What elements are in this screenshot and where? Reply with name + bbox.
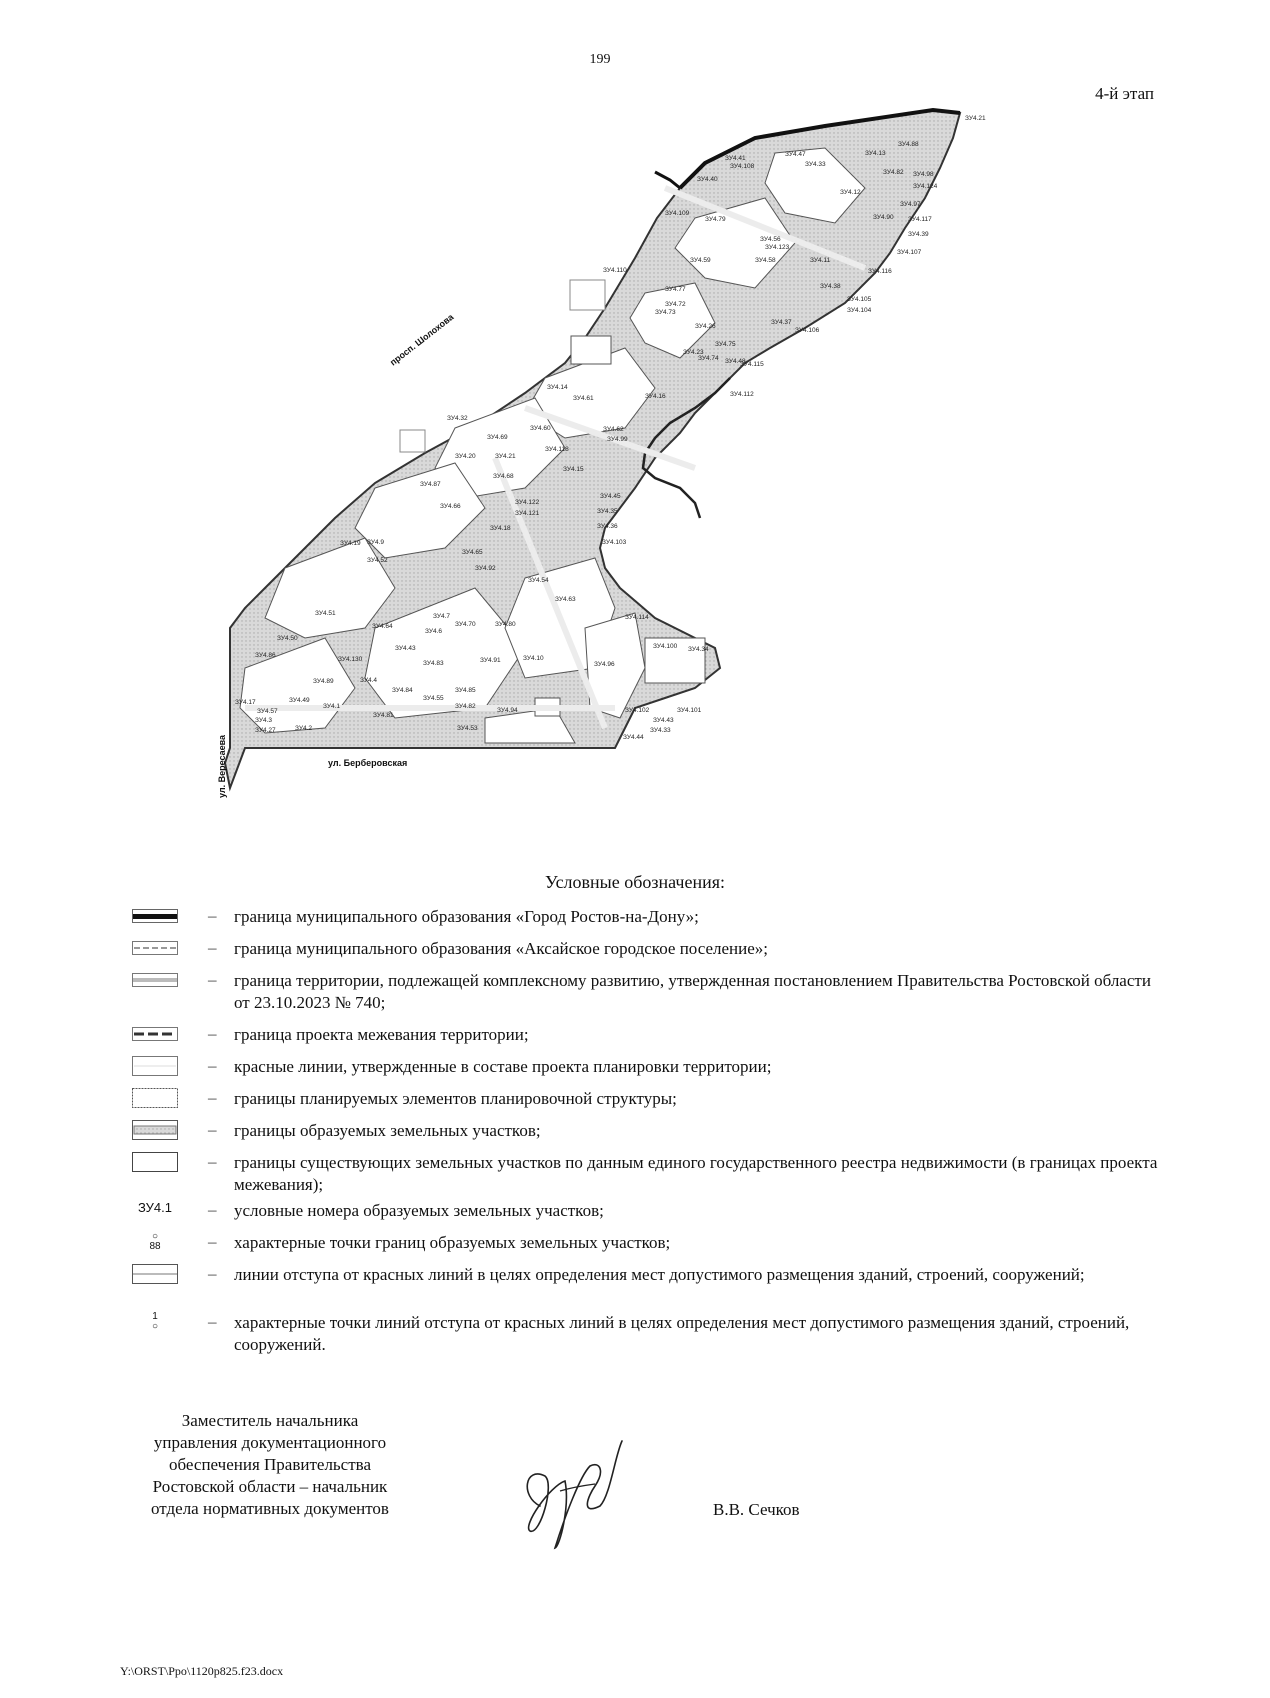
- parcel-label: ЗУ4.50: [277, 635, 298, 642]
- parcel-label: ЗУ4.26: [695, 323, 716, 330]
- parcel-label: ЗУ4.102: [625, 707, 650, 714]
- parcel-label: ЗУ4.103: [602, 539, 627, 546]
- parcel-label: ЗУ4.41: [725, 155, 746, 162]
- legend-dash: –: [208, 1232, 217, 1251]
- legend-dash: –: [208, 1152, 217, 1171]
- parcel-label: ЗУ4.63: [555, 596, 576, 603]
- parcel-label: ЗУ4.33: [650, 727, 671, 734]
- parcel-label: ЗУ4.97: [900, 201, 921, 208]
- legend-symbol-parcel-number: ЗУ4.1: [137, 1200, 173, 1215]
- position-line: отдела нормативных документов: [151, 1499, 389, 1518]
- legend-dash: –: [208, 970, 217, 989]
- parcel-label: ЗУ4.45: [600, 493, 621, 500]
- parcel-label: ЗУ4.21: [965, 115, 986, 122]
- parcel-label: ЗУ4.52: [367, 557, 388, 564]
- parcel-label: ЗУ4.12: [840, 189, 861, 196]
- legend-symbol-setback-point: [132, 1312, 178, 1332]
- parcel-label: ЗУ4.108: [730, 163, 755, 170]
- parcel-label: ЗУ4.6: [425, 628, 443, 635]
- legend-symbol-setback-lines: [132, 1264, 178, 1284]
- parcel-label: ЗУ4.69: [487, 434, 508, 441]
- point-circle-icon: ○: [151, 1231, 159, 1242]
- legend-dash: –: [208, 938, 217, 957]
- parcel-label: ЗУ4.43: [653, 717, 674, 724]
- parcel-label: ЗУ4.27: [255, 727, 276, 734]
- legend-text: границы планируемых элементов планировочной структуры;: [234, 1089, 677, 1108]
- street-label-sholokhov: просп. Шолохова: [388, 311, 456, 368]
- legend-symbol-boundary-point: [132, 1232, 178, 1252]
- legend-text: линии отступа от красных линий в целях определения мест допустимого размещения зданий, строений, сооружений;: [234, 1265, 1085, 1284]
- legend-dash: –: [208, 1088, 217, 1107]
- parcel-label: ЗУ4.100: [653, 643, 678, 650]
- site-plan-map: [217, 108, 1155, 868]
- position-line: Ростовской области – начальник: [152, 1477, 388, 1496]
- parcel-label: ЗУ4.115: [740, 361, 764, 368]
- parcel-label: ЗУ4.80: [495, 621, 516, 628]
- parcel-label: ЗУ4.123: [765, 244, 790, 251]
- parcel-label: ЗУ4.82: [455, 703, 476, 710]
- parcel-label: ЗУ4.54: [528, 577, 549, 584]
- parcel-label: ЗУ4.19: [340, 540, 361, 547]
- parcel-label: ЗУ4.64: [372, 623, 393, 630]
- parcel-label: ЗУ4.37: [771, 319, 792, 326]
- legend-text: граница территории, подлежащей комплексному развитию, утвержденная постановлением Правительства Ростовской области от 23.10.2023 № 740;: [234, 971, 1151, 1012]
- parcel-label: ЗУ4.114: [625, 614, 649, 621]
- legend-dash: –: [208, 1056, 217, 1075]
- signer-name: В.В. Сечков: [713, 1500, 800, 1519]
- legend-title: Условные обозначения:: [544, 872, 726, 892]
- file-path: Y:\ORST\Ppo\1120p825.f23.docx: [120, 1664, 284, 1678]
- parcel-label: ЗУ4.55: [423, 695, 444, 702]
- legend-dash: –: [208, 1024, 217, 1043]
- parcel-label: ЗУ4.47: [785, 151, 806, 158]
- parcel-label: ЗУ4.85: [455, 687, 476, 694]
- parcel-label: ЗУ4.122: [515, 499, 540, 506]
- parcel-label: ЗУ4.65: [462, 549, 483, 556]
- position-line: Заместитель начальника: [181, 1411, 359, 1430]
- position-line: управления документационного: [153, 1433, 387, 1452]
- parcel-label: ЗУ4.59: [690, 257, 711, 264]
- legend-symbol-existing-parcels: [132, 1152, 178, 1172]
- external-road: [655, 172, 680, 188]
- parcel-label: ЗУ4.35: [597, 508, 618, 515]
- legend-dash: –: [208, 1120, 217, 1139]
- signer-position: [120, 1410, 420, 1520]
- legend-symbol-municipal-aksay: [132, 938, 178, 958]
- parcel-label: ЗУ4.72: [665, 301, 686, 308]
- legend-symbol-red-lines: [132, 1056, 178, 1076]
- parcel-label: ЗУ4.4: [360, 677, 378, 684]
- stage-label: 4-й этап: [1095, 84, 1154, 103]
- legend-dash: –: [208, 1264, 217, 1283]
- parcel-label: ЗУ4.107: [897, 249, 922, 256]
- parcel-label: ЗУ4.21: [495, 453, 516, 460]
- parcel-label: ЗУ4.92: [475, 565, 496, 572]
- parcel-label: ЗУ4.96: [594, 661, 615, 668]
- parcel-label: ЗУ4.86: [255, 652, 276, 659]
- parcel-label: ЗУ4.36: [597, 523, 618, 530]
- parcel-label: ЗУ4.74: [698, 355, 719, 362]
- parcel-label: ЗУ4.112: [730, 391, 754, 398]
- legend-text: характерные точки границ образуемых земельных участков;: [234, 1233, 671, 1252]
- legend-text: граница муниципального образования «Аксайское городское поселение»;: [234, 939, 769, 958]
- legend-text: условные номера образуемых земельных участков;: [234, 1201, 604, 1220]
- street-label-berberovskaya: ул. Берберовская: [328, 758, 408, 768]
- parcel-label: ЗУ4.18: [490, 525, 511, 532]
- point-number: 88: [149, 1241, 161, 1252]
- parcel-label: ЗУ4.57: [257, 708, 278, 715]
- parcel-label: ЗУ4.117: [908, 216, 932, 223]
- legend-symbol-survey-boundary: [132, 1024, 178, 1044]
- parcel-label: ЗУ4.56: [760, 236, 781, 243]
- parcel-label: ЗУ4.3: [255, 717, 273, 724]
- parcel-label: ЗУ4.101: [677, 707, 702, 714]
- parcel-label: ЗУ4.106: [795, 327, 820, 334]
- legend-dash: –: [208, 1200, 217, 1219]
- legend-symbol-planning-elements: [132, 1088, 178, 1108]
- parcel-label: ЗУ4.110: [603, 267, 627, 274]
- parcel-label: ЗУ4.20: [455, 453, 476, 460]
- parcel-label: ЗУ4.48: [725, 358, 746, 365]
- legend-text: характерные точки линий отступа от красных линий в целях определения мест допустимого размещения зданий, строений, сооружений.: [234, 1313, 1130, 1354]
- handwritten-signature: [510, 1436, 630, 1556]
- parcel-label: ЗУ4.7: [433, 613, 451, 620]
- street-label-veresaeva: ул. Вересаева: [217, 734, 227, 798]
- parcel-label: ЗУ4.23: [683, 349, 704, 356]
- parcel-label: ЗУ4.11: [810, 257, 831, 264]
- parcel-label: ЗУ4.89: [313, 678, 334, 685]
- parcel-label: ЗУ4.98: [913, 171, 934, 178]
- legend-text: границы существующих земельных участков по данным единого государственного реестра недвижимости (в границах проекта межевания);: [234, 1153, 1158, 1194]
- parcel-label: ЗУ4.109: [665, 210, 690, 217]
- parcel-label: ЗУ4.1: [323, 703, 341, 710]
- parcel-label: ЗУ4.84: [392, 687, 413, 694]
- parcel-label: ЗУ4.62: [603, 426, 624, 433]
- parcel-label: ЗУ4.73: [655, 309, 676, 316]
- parcel-label: ЗУ4.34: [688, 646, 709, 653]
- parcel-label: ЗУ4.77: [665, 286, 686, 293]
- parcel-label: ЗУ4.33: [805, 161, 826, 168]
- parcel-label: ЗУ4.38: [820, 283, 841, 290]
- parcel-label: ЗУ4.90: [873, 214, 894, 221]
- legend-text: граница проекта межевания территории;: [234, 1025, 529, 1044]
- legend-symbol-municipal-rostov: [132, 906, 178, 926]
- parcel-label: ЗУ4.87: [420, 481, 441, 488]
- legend-text: граница муниципального образования «Город Ростов-на-Дону»;: [234, 907, 699, 926]
- parcel-label: ЗУ4.2: [295, 725, 313, 732]
- legend-symbol-formed-parcels: [132, 1120, 178, 1140]
- parcel-label: ЗУ4.130: [338, 656, 363, 663]
- parcel-label: ЗУ4.66: [440, 503, 461, 510]
- parcel-label: ЗУ4.16: [645, 393, 666, 400]
- parcel-label: ЗУ4.83: [423, 660, 444, 667]
- parcel-label: ЗУ4.13: [865, 150, 886, 157]
- point-circle-icon: ○: [151, 1321, 159, 1332]
- parcel-label: ЗУ4.39: [908, 231, 929, 238]
- parcel-label: ЗУ4.9: [367, 539, 385, 546]
- parcel-label: ЗУ4.91: [480, 657, 501, 664]
- point-number: 1: [152, 1311, 158, 1322]
- parcel-label: ЗУ4.68: [493, 473, 514, 480]
- parcel-label: ЗУ4.60: [530, 425, 551, 432]
- parcel-label: ЗУ4.14: [547, 384, 568, 391]
- parcel-label: ЗУ4.88: [898, 141, 919, 148]
- page-number: 199: [589, 52, 611, 67]
- position-line: обеспечения Правительства: [169, 1455, 371, 1474]
- parcel-label: ЗУ4.105: [847, 296, 872, 303]
- parcel-label: ЗУ4.61: [573, 395, 594, 402]
- parcel-label: ЗУ4.32: [447, 415, 468, 422]
- parcel-label: ЗУ4.10: [523, 655, 544, 662]
- parcel-label: ЗУ4.82: [883, 169, 904, 176]
- legend-dash: –: [208, 1312, 217, 1331]
- parcel-label: ЗУ4.99: [607, 436, 628, 443]
- parcel-label: ЗУ4.124: [913, 183, 938, 190]
- legend-symbol-development-territory: [132, 970, 178, 990]
- legend-text: границы образуемых земельных участков;: [234, 1121, 541, 1140]
- legend-text: красные линии, утвержденные в составе проекта планировки территории;: [234, 1057, 772, 1076]
- parcel-label: ЗУ4.49: [289, 697, 310, 704]
- parcel-label: ЗУ4.17: [235, 699, 256, 706]
- parcel-label: ЗУ4.44: [623, 734, 644, 741]
- legend-dash: –: [208, 906, 217, 925]
- parcel-label: ЗУ4.43: [395, 645, 416, 652]
- parcel-label: ЗУ4.79: [705, 216, 726, 223]
- parcel-label: ЗУ4.58: [755, 257, 776, 264]
- parcel-label: ЗУ4.15: [563, 466, 584, 473]
- parcel-label: ЗУ4.121: [515, 510, 540, 517]
- parcel-label: ЗУ4.70: [455, 621, 476, 628]
- parcel-label: ЗУ4.53: [457, 725, 478, 732]
- parcel-label: ЗУ4.94: [497, 707, 518, 714]
- parcel-label: ЗУ4.75: [715, 341, 736, 348]
- parcel-label: ЗУ4.51: [315, 610, 336, 617]
- parcel-label: ЗУ4.81: [373, 712, 394, 719]
- parcel-label: ЗУ4.40: [697, 176, 718, 183]
- parcel-label: ЗУ4.118: [545, 446, 569, 453]
- parcel-label: ЗУ4.116: [868, 268, 892, 275]
- parcel-label: ЗУ4.104: [847, 307, 872, 314]
